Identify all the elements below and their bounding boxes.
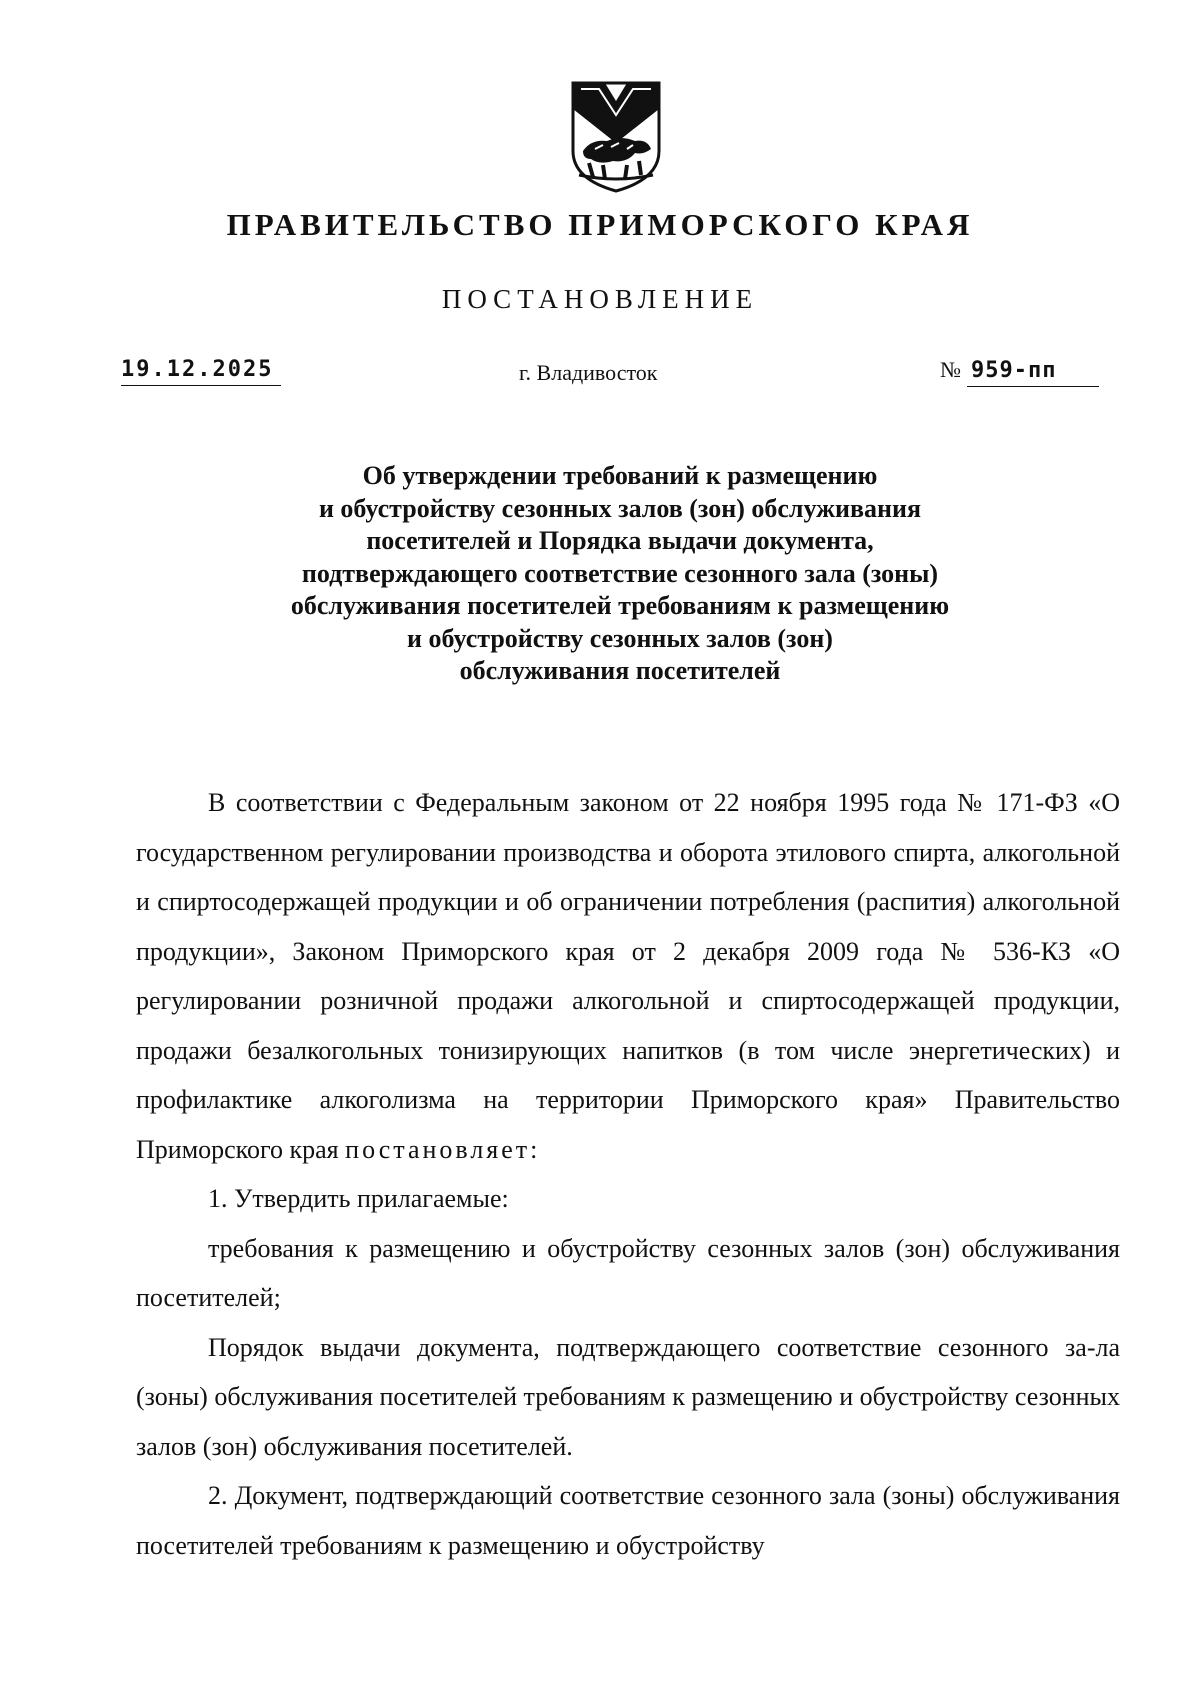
document-number: 959-пп bbox=[967, 358, 1099, 387]
heading-line: обслуживания посетителей требованиям к размещению bbox=[290, 591, 950, 620]
heading-line: обслуживания посетителей bbox=[459, 656, 781, 685]
item-1-requirements: требования к размещению и обустройству сезонных залов (зон) обслуживания посетителей; bbox=[136, 1233, 1120, 1312]
item-1-procedure: Порядок выдачи документа, подтверждающего соответствие сезонного за-ла (зоны) обслуживания посетителей требованиям к размещению и обустройству сезонных залов (зон) обслуживания посетителей. bbox=[136, 1332, 1120, 1461]
document-number-block bbox=[940, 357, 1115, 387]
heading-line: подтверждающего соответствие сезонного зала (зоны) bbox=[301, 558, 939, 588]
item-1: 1. Утвердить прилагаемые: bbox=[208, 1184, 509, 1213]
document-type: ПОСТАНОВЛЕНИЕ bbox=[441, 284, 759, 314]
document-city: г. Владивосток bbox=[519, 360, 658, 385]
resolves-word: постановляет: bbox=[345, 1134, 541, 1164]
government-title: ПРАВИТЕЛЬСТВО ПРИМОРСКОГО КРАЯ bbox=[226, 207, 974, 242]
document-date: 19.12.2025 bbox=[121, 357, 281, 386]
coat-of-arms-emblem bbox=[569, 79, 663, 194]
heading-line: посетителей и Порядка выдачи документа, bbox=[366, 526, 874, 555]
preamble-paragraph bbox=[136, 778, 1120, 1174]
preamble-text: В соответствии с Федеральным законом от 22 ноября 1995 года № 171-ФЗ «О государственном регулировании производства и оборота этилового спирта, алкогольной и спиртосодержащей продукции и об ограничении потребления (распития) алкогольной продукции», Законом Приморского края от 2 декабря 2009 года № 536-КЗ «О регулировании розничной продажи алкогольной и спиртосодержащей продукции, продажи безалкогольных тонизирующих напитков (в том числе энергетических) и профилактике алкоголизма на территории Приморского края» Правительство Приморского края bbox=[136, 788, 1120, 1164]
heading-line: и обустройству сезонных залов (зон) bbox=[407, 623, 833, 653]
document-body bbox=[136, 778, 1120, 1570]
item-2: 2. Документ, подтверждающий соответствие сезонного зала (зоны) обслуживания посетителей требованиям к размещению и обустройству bbox=[136, 1481, 1120, 1560]
document-heading bbox=[140, 460, 1100, 688]
heading-line: Об утверждении требований к размещению bbox=[362, 461, 878, 490]
number-sign: № bbox=[940, 357, 961, 382]
heading-line: и обустройству сезонных залов (зон) обслуживания bbox=[318, 493, 922, 523]
